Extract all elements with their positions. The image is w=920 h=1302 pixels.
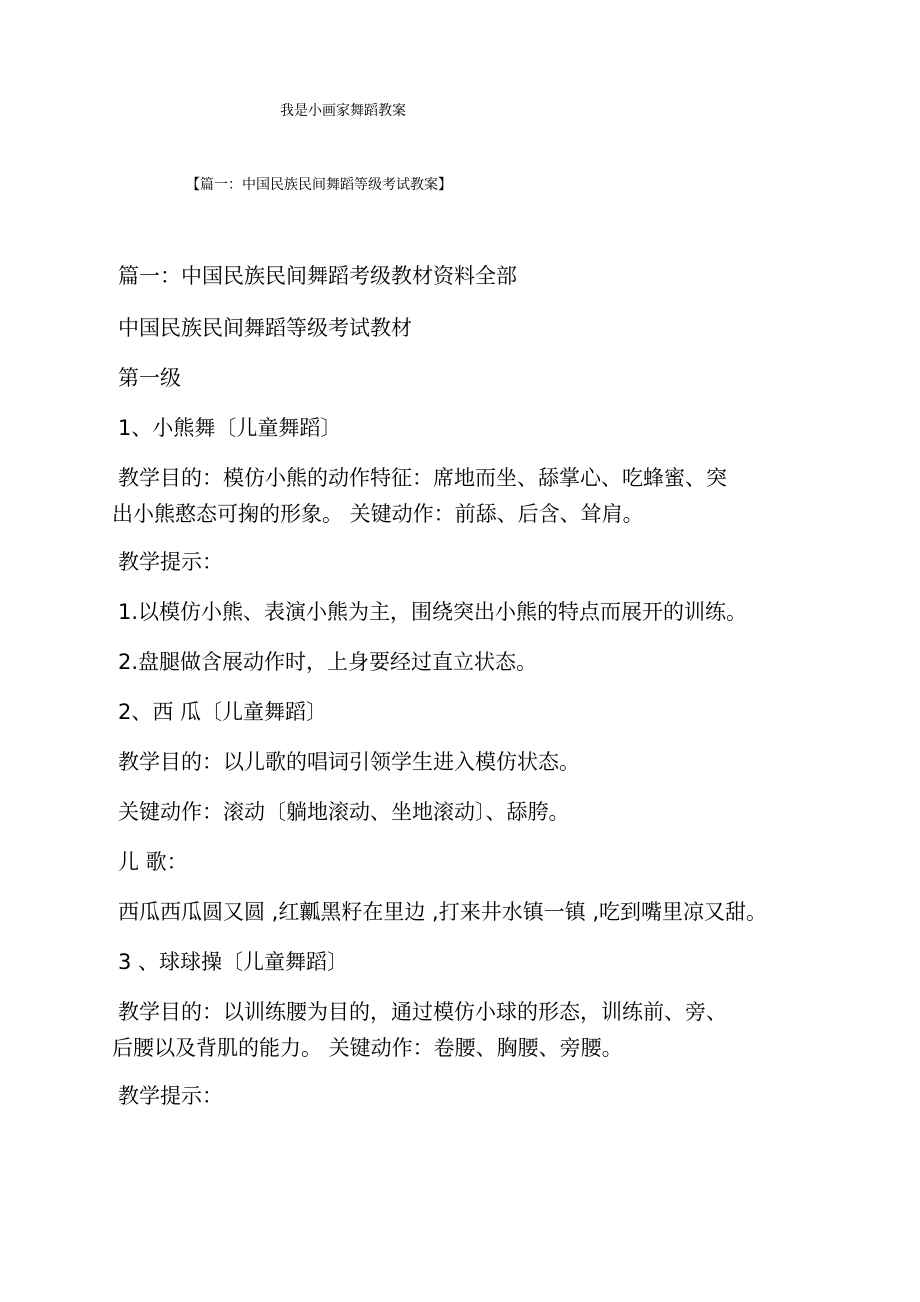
paragraph-line: 教学目的：以训练腰为目的，通过模仿小球的形态，训练前、旁、 bbox=[118, 1000, 727, 1024]
level-heading: 第一级 bbox=[118, 366, 181, 390]
document-subtitle: 【篇一：中国民族民间舞蹈等级考试教案】 bbox=[186, 177, 452, 193]
paragraph-line: 教学目的：以儿歌的唱词引领学生进入模仿状态。 bbox=[118, 750, 580, 774]
item-heading-2: 2、西 瓜〔儿童舞蹈〕 bbox=[118, 700, 328, 724]
tip-item-2: 2.盘腿做含展动作时，上身要经过直立状态。 bbox=[118, 650, 538, 674]
paragraph-line: 教学目的：模仿小熊的动作特征：席地而坐、舔掌心、吃蜂蜜、突 bbox=[118, 466, 727, 490]
nursery-rhyme-heading: 儿 歌： bbox=[118, 850, 188, 874]
material-title: 中国民族民间舞蹈等级考试教材 bbox=[118, 316, 412, 340]
item-heading-1: 1、小熊舞〔儿童舞蹈〕 bbox=[118, 416, 342, 440]
nursery-rhyme-text: 西瓜西瓜圆又圆 ,红瓤黑籽在里边 ,打来井水镇一镇 ,吃到嘴里凉又甜。 bbox=[118, 900, 768, 924]
key-movements-line: 关键动作：滚动〔躺地滚动、坐地滚动〕、舔胯。 bbox=[118, 800, 570, 824]
teaching-tips-heading: 教学提示： bbox=[118, 1084, 223, 1108]
document-title: 我是小画家舞蹈教案 bbox=[280, 103, 406, 119]
tip-item-1: 1.以模仿小熊、表演小熊为主，围绕突出小熊的特点而展开的训练。 bbox=[118, 600, 748, 624]
item-heading-3: 3 、球球操〔儿童舞蹈〕 bbox=[118, 950, 349, 974]
section-heading: 篇一：中国民族民间舞蹈考级教材资料全部 bbox=[118, 264, 517, 288]
teaching-tips-heading: 教学提示： bbox=[118, 550, 223, 574]
paragraph-line: 后腰以及背肌的能力。 关键动作：卷腰、胸腰、旁腰。 bbox=[112, 1036, 623, 1060]
paragraph-line: 出小熊憨态可掬的形象。 关键动作：前舔、后含、耸肩。 bbox=[112, 502, 644, 526]
